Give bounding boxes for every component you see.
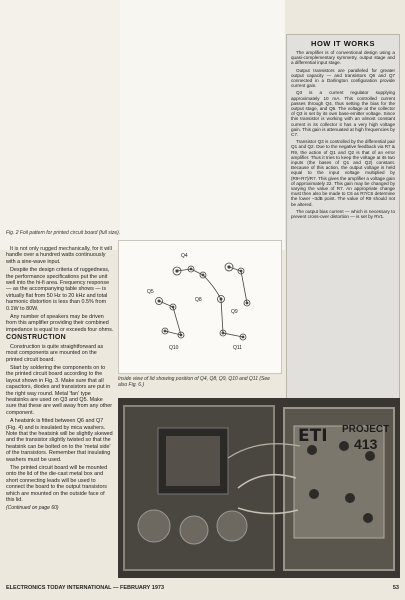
pcb-trace [203, 275, 221, 299]
pcb-label-q10: Q10 [169, 345, 179, 351]
body-paragraph: It is not only rugged mechanically, for it will handle over a hundred watts continuously with a sine-wave input. [6, 246, 112, 265]
pcb-label-q4: Q4 [181, 253, 188, 259]
pcb-trace [221, 299, 243, 337]
how-paragraph: Q3 is a current regulator supplying approximately 10 mA. This controlled current passes through Q4, thus setting the bias for the output stage, and Q5. The voltage at the collector of Q3 is set by its own base-emitter voltage. Since this transistor is working with an almost constant current in its collector it has a very high voltage gain. This gain is attenuated at high frequencies by C7. [291, 90, 395, 138]
how-paragraph: The output bias current — which is necessary to prevent cross-over distortion — is set by RV1. [291, 208, 395, 220]
pcb-label-q8: Q8 [195, 297, 202, 303]
pcb-label-q11: Q11 [233, 345, 243, 351]
body-text-column [6, 246, 114, 514]
logo-brand: ETI [298, 426, 328, 446]
continued-note: (Continued on page 60) [6, 505, 59, 512]
body-paragraph: Any number of speakers may be driven from this amplifier providing their combined impedance is equal to or exceeds four ohms. [6, 314, 114, 333]
pcb-foil-drawing [119, 241, 281, 373]
project-logo [298, 420, 398, 454]
photo-caption: Inside view of lid showing position of Q4, Q8, Q9, Q10 and Q11 (See also Fig. 6.) [118, 376, 270, 388]
construction-heading: CONSTRUCTION [6, 334, 66, 342]
how-it-works-text [291, 50, 395, 221]
construction-paragraph: Construction is quite straightforward as most components are mounted on the printed circuit board. [6, 343, 104, 363]
body-paragraph: Despite the design criteria of ruggedness, the performance specifications put the unit well into the hi-fi area. Frequency response — as the accompanying table shows — is virtually flat from 50 Hz to 20 kHz and total harmonic distortion is less than 0.5% from 0.1W to 80W. [6, 267, 110, 312]
logo-project-word: PROJECT [342, 424, 390, 435]
pcb-label-q9: Q9 [231, 309, 238, 315]
construction-paragraph: A heatsink is fitted between Q6 and Q7 (Fig. 4) and is insulated by mica washers. Note that the heatsink will be slightly skewed and the transistor slightly twisted so that the heatsink can be bolted on to the 'metal side' of the transistors. Remember that insulating washers must be used. [6, 418, 113, 463]
how-paragraph: Transistor Q3 is controlled by the differential pair Q1 and Q2. Due to the negative feedback via R7 & R9, the action of Q1 and Q2 is that of an error amplifier. Thus it tries to keep the voltage at its two inputs (the bases of Q1 and Q2) constant. Because of this action, the output voltage is held equal to the input voltage multiplied by (R9+R7)/R7. This gives the amplifier a voltage gain of approximately 22. This gain may be changed by varying the value of R7. An appropriate change must then also be made to C6 as R7/C6 determine the lower –3dB point. The value of R9 should not be altered. [291, 139, 395, 207]
logo-project-number: 413 [354, 436, 378, 452]
how-paragraph: Output transistors are paralleled for greater output capacity — and transistors Q6 and Q7 connected in a Darlington configuration provide current gain. [291, 67, 395, 89]
construction-paragraph: Start by soldering the components on to the printed circuit board according to the layout shown in Fig. 3. Make sure that all capacitors, diodes and transistors are put in the right way round. Metal 'fan' type heatsinks are used on Q3 and Q5. Make sure that these are well away from any other component. [6, 364, 113, 416]
footer-page-number: 53 [392, 585, 399, 591]
capacitor [180, 516, 208, 544]
fig2-caption: Fig. 2 Foil pattern for printed circuit board (full size). [6, 230, 121, 236]
how-it-works-box [286, 34, 400, 422]
how-it-works-title: HOW IT WORKS [311, 39, 375, 48]
capacitor [138, 510, 170, 542]
capacitor [217, 511, 247, 541]
construction-paragraph: The printed circuit board will be mounted onto the lid of the die-cast metal box and short connecting leads will be used to connect the board to the output transistors which are mounted on the outside face of this lid. [6, 465, 108, 504]
how-paragraph: The amplifier is of conventional design using a quasi-complementary symmetry, output stage and a differential input stage. [291, 50, 395, 66]
pcb-label-q5: Q5 [147, 289, 154, 295]
pcb-foil-pattern [118, 240, 282, 374]
top-paper-area [120, 0, 285, 250]
footer-magazine: ELECTRONICS TODAY INTERNATIONAL — FEBRUARY 1973 [6, 585, 164, 591]
